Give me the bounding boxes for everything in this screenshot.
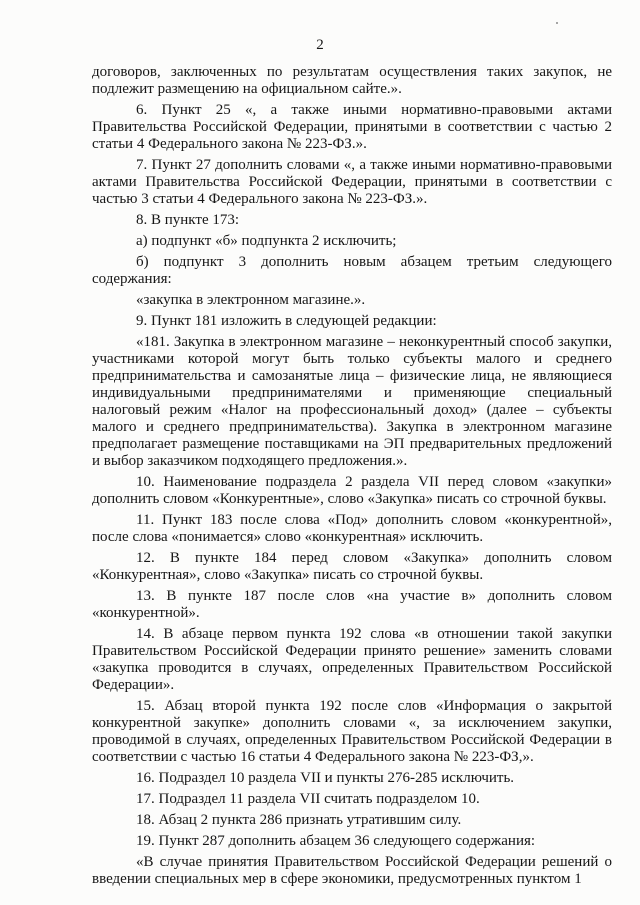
paragraph-item-8: 8. В пункте 173:: [136, 212, 240, 228]
paragraph-item-17: 17. Подраздел 11 раздела VII считать подразделом 10.: [136, 791, 480, 807]
scan-speck: [556, 22, 558, 24]
paragraph-item-15: 15. Абзац второй пункта 192 после слов «Информация о закрытой конкурентной закупке» дополнить словами «, за исключением закупки, проводимой в случаях, определенных Правительством Российской Федерации в соответствии с частью 16 статьи 4 Федерального закона № 223-ФЗ,».: [92, 698, 612, 765]
paragraph-item-181-text: «181. Закупка в электронном магазине – неконкурентный способ закупки, участниками которой могут быть только субъекты малого и среднего предпринимательства и самозанятые лица – физические лица, не являющиеся индивидуальными предпринимателями и применяющие специальный налоговый режим «Налог на профессиональный доход» (далее – субъекты малого и среднего предпринимательства). Закупка в электронном магазине предполагает размещение поставщиками на ЭП предварительных предложений и выбор заказчиком подходящего предложения.».: [92, 334, 612, 469]
paragraph-item-12: 12. В пункте 184 перед словом «Закупка» дополнить словом «Конкурентная», слово «Закупка» писать со строчной буквы.: [92, 550, 612, 583]
paragraph-item-8a: а) подпункт «б» подпункта 2 исключить;: [136, 233, 397, 249]
paragraph-item-9: 9. Пункт 181 изложить в следующей редакции:: [136, 313, 437, 329]
paragraph-item-19: 19. Пункт 287 дополнить абзацем 36 следующего содержания:: [136, 833, 536, 849]
paragraph-item-14: 14. В абзаце первом пункта 192 слова «в отношении такой закупки Правительством Российской Федерации принято решение» заменить словами «закупка проводится в случаях, определенных Правительством Российской Федерации».: [92, 626, 612, 693]
paragraph-item-8b: б) подпункт 3 дополнить новым абзацем третьим следующего содержания:: [92, 254, 612, 287]
paragraph-item-10: 10. Наименование подраздела 2 раздела VII перед словом «закупки» дополнить словом «Конкурентные», слово «Закупка» писать со строчной буквы.: [92, 474, 612, 507]
paragraph-continuation: договоров, заключенных по результатам осуществления таких закупок, не подлежит размещению на официальном сайте.».: [92, 64, 612, 97]
paragraph-item-13: 13. В пункте 187 после слов «на участие в» дополнить словом «конкурентной».: [92, 588, 612, 621]
paragraph-quote-e-shop: «закупка в электронном магазине.».: [136, 292, 366, 308]
document-body: [92, 64, 612, 888]
page-number: 2: [316, 37, 324, 53]
paragraph-item-6: 6. Пункт 25 «, а также иными нормативно-правовыми актами Правительства Российской Федерации, принятыми в соответствии с частью 2 статьи 4 Федерального закона № 223-ФЗ.».: [92, 102, 612, 152]
paragraph-item-18: 18. Абзац 2 пункта 286 признать утратившим силу.: [136, 812, 462, 828]
paragraph-item-7: 7. Пункт 27 дополнить словами «, а также иными нормативно-правовыми актами Правительства Российской Федерации, принятыми в соответствии с частью 3 статьи 4 Федерального закона № 223-ФЗ.».: [92, 157, 612, 207]
paragraph-item-11: 11. Пункт 183 после слова «Под» дополнить словом «конкурентной», после слова «понимается» слово «конкурентная» исключить.: [92, 512, 612, 545]
paragraph-quote-special-measures: «В случае принятия Правительством Российской Федерации решений о введении специальных мер в сфере экономики, предусмотренных пунктом 1: [92, 854, 612, 887]
paragraph-item-16: 16. Подраздел 10 раздела VII и пункты 276-285 исключить.: [136, 770, 515, 786]
